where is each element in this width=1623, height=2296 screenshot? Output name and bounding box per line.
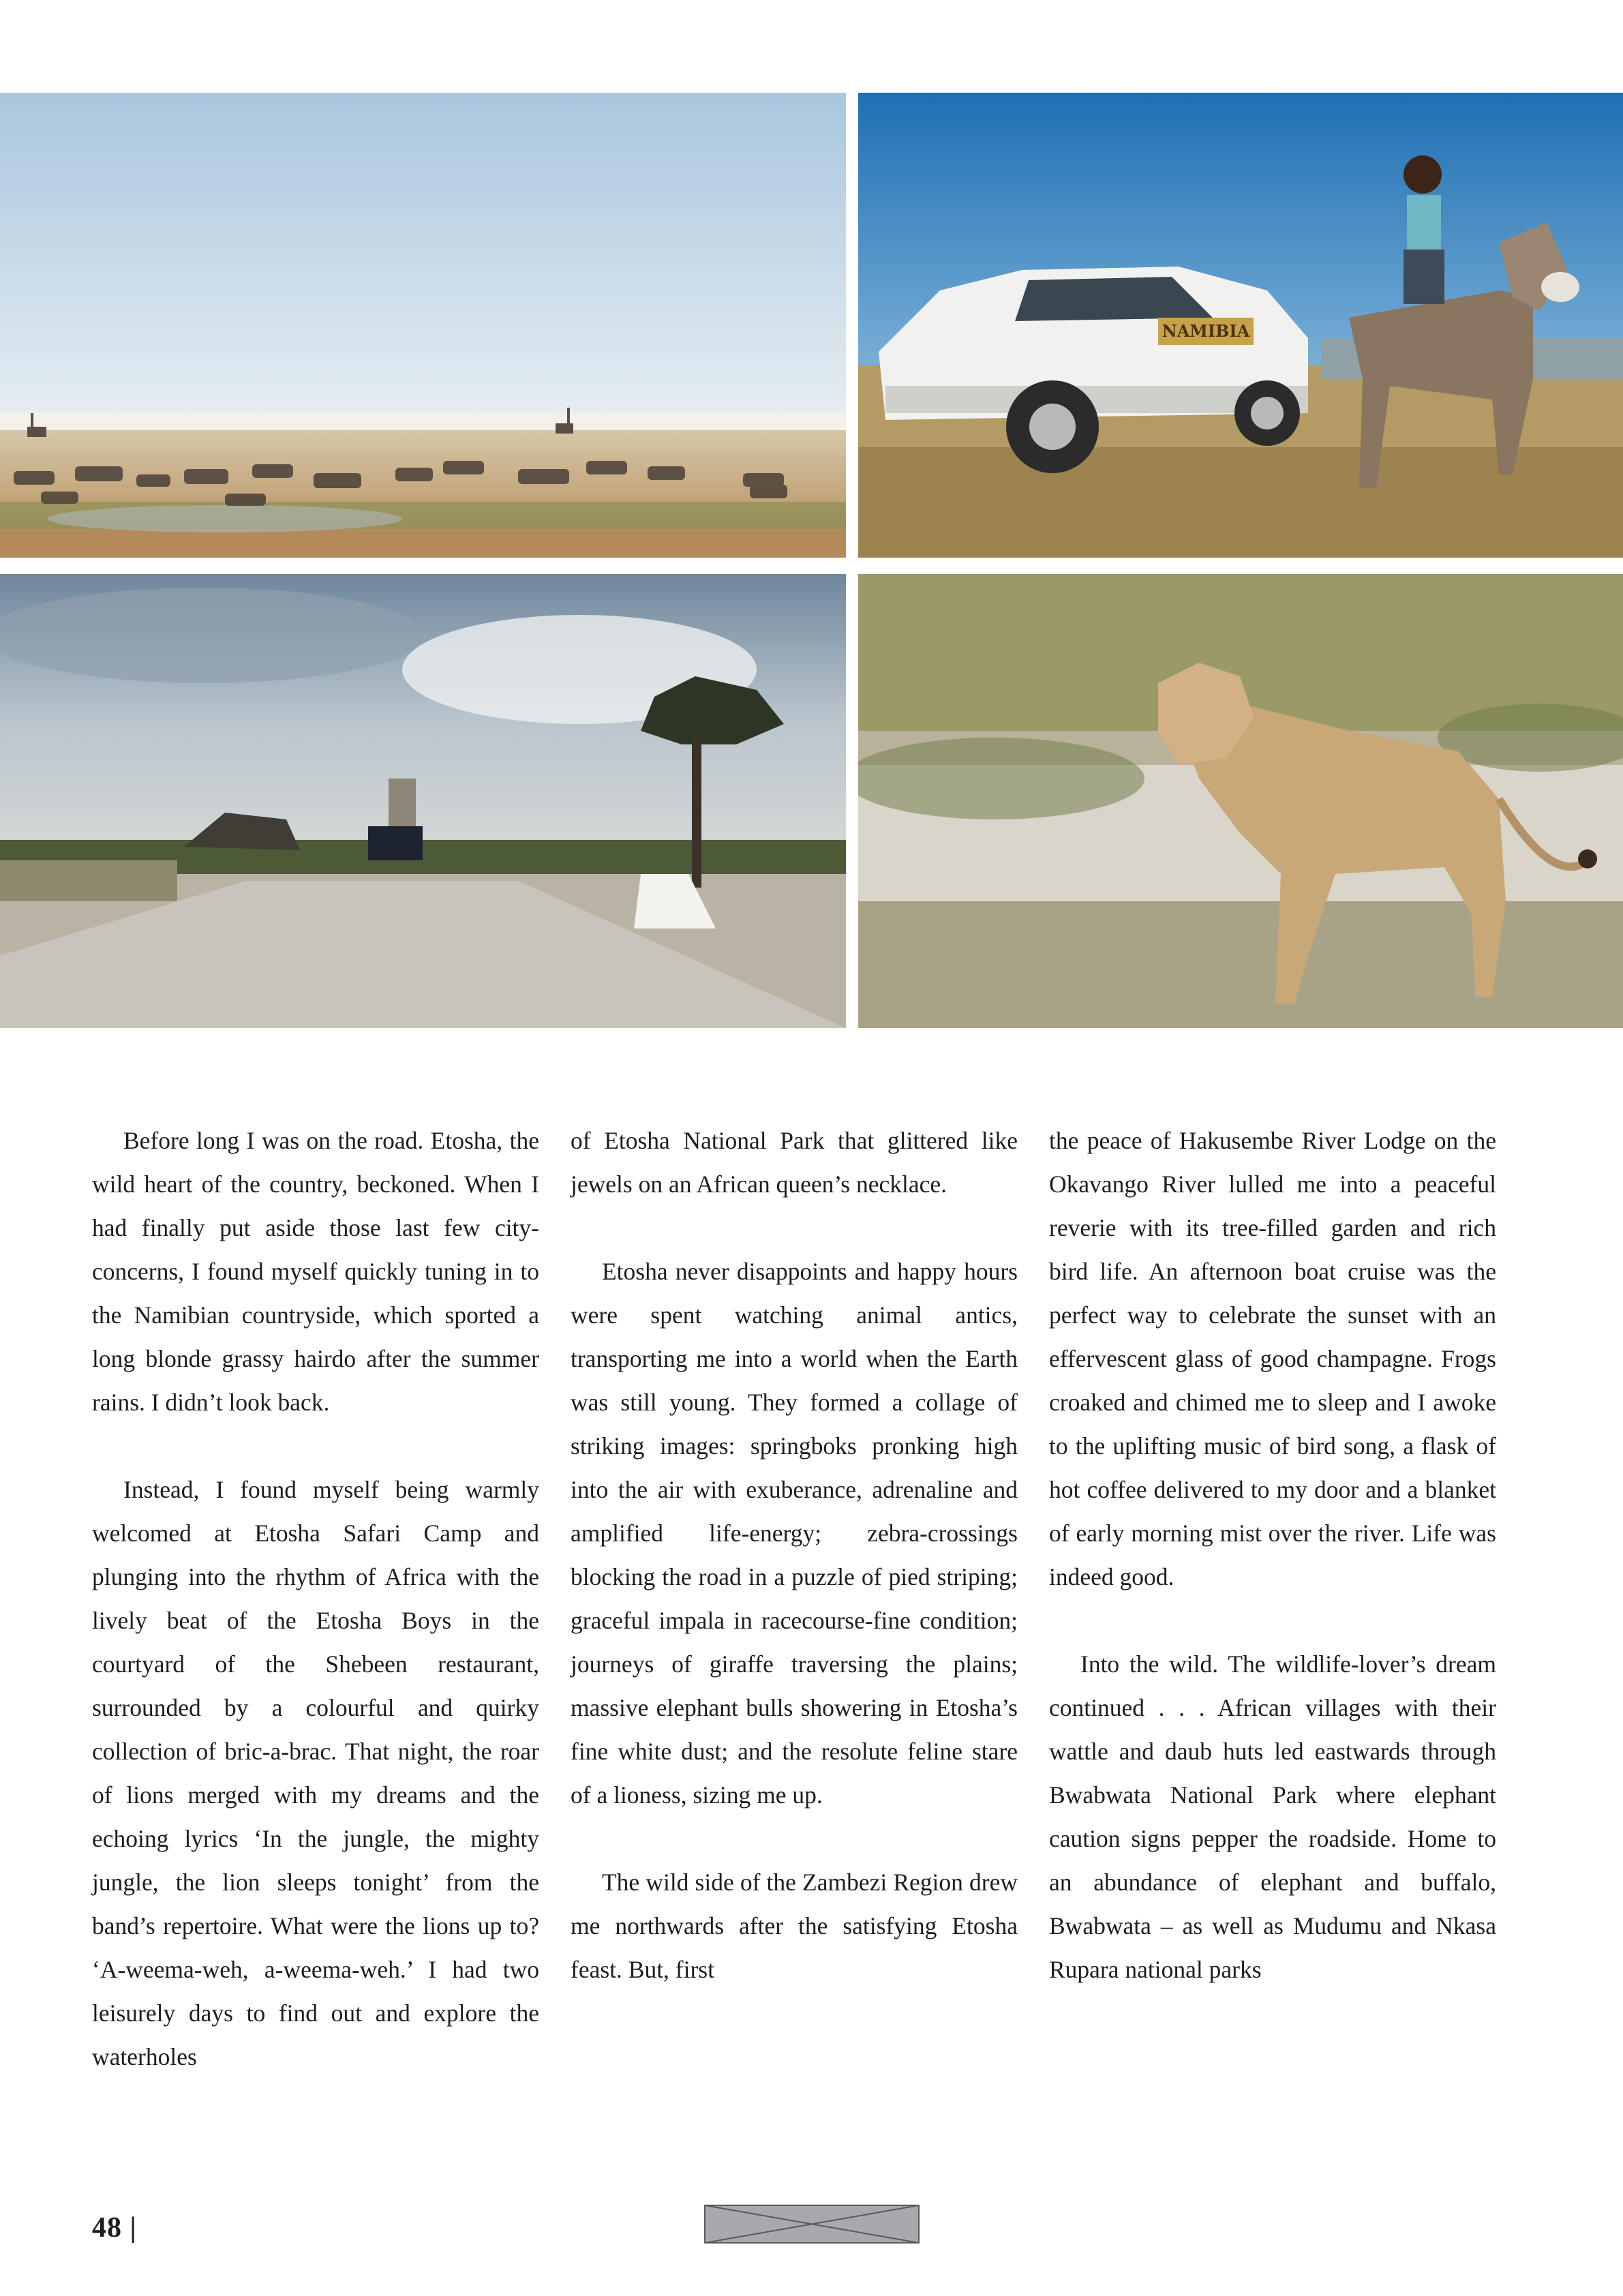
camp-road-photo [0,574,846,1028]
paragraph: of Etosha National Park that glittered like jewels on an African queen’s necklace. [571,1127,1018,1198]
paragraph-gap [571,1817,1018,1860]
paragraph: Into the wild. The wildlife-lover’s dream continued . . . African villages with their wattle and daub huts led eastwards through Bwabwata National Park where elephant caution signs pepper the roadside. Home to an abundance of elephant and buffalo, Bwabwata – as well as Mudumu and Nkasa Rupara national parks [1049,1650,1496,1983]
paragraph-gap [92,1424,539,1468]
paragraph: The wild side of the Zambezi Region drew me northwards after the satisfying Etosha feast. But, first [571,1869,1018,1983]
paragraph-gap [1049,1599,1496,1642]
paragraph: Before long I was on the road. Etosha, the wild heart of the country, beckoned. When I had finally put aside those last few city-concerns, I found myself quickly tuning in to the Namibian countryside, which sported a long blonde grassy hairdo after the summer rains. I didn’t look back. [92,1127,539,1416]
article-column-3 [1049,1119,1496,1991]
waterhole-wildlife-photo [0,93,846,558]
lioness-photo [858,574,1623,1028]
article-column-1 [92,1119,539,2079]
paragraph-gap [571,1206,1018,1250]
paragraph: Etosha never disappoints and happy hours were spent watching animal antics, transporting me into a world when the Earth was still young. They formed a collage of striking images: springboks pronking high into the air with exuberance, adrenaline and amplified life-energy; zebra-crossings blocking the road in a puzzle of pied striping; graceful impala in racecourse-fine condition; journeys of giraffe traversing the plains; massive elephant bulls showering in Etosha’s fine white dust; and the resolute feline stare of a lioness, sizing me up. [571,1258,1018,1809]
article-column-2 [571,1119,1018,1991]
car-logo-text: NAMIBIA [1162,321,1250,341]
page-number: 48 | [92,2212,137,2244]
paragraph: the peace of Hakusembe River Lodge on the Okavango River lulled me into a peaceful reverie with its tree-filled garden and rich bird life. An afternoon boat cruise was the perfect way to celebrate the sunset with an effervescent glass of good champagne. Frogs croaked and chimed me to sleep and I awoke to the uplifting music of bird song, a flask of hot coffee delivered to my door and a blanket of early morning mist over the river. Life was indeed good. [1049,1127,1496,1590]
paragraph: Instead, I found myself being warmly welcomed at Etosha Safari Camp and plunging into the rhythm of Africa with the lively beat of the Etosha Boys in the courtyard of the Shebeen restaurant, surrounded by a colourful and quirky collection of bric-a-brac. That night, the roar of lions merged with my dreams and the echoing lyrics ‘In the jungle, the mighty jungle, the lion sleeps tonight’ from the band’s repertoire. What were the lions up to? ‘A-weema-weh, a-weema-weh.’ I had two leisurely days to find out and explore the waterholes [92,1476,539,2070]
car-and-donkey-photo [858,93,1623,558]
ad-placeholder-box [704,2205,920,2244]
